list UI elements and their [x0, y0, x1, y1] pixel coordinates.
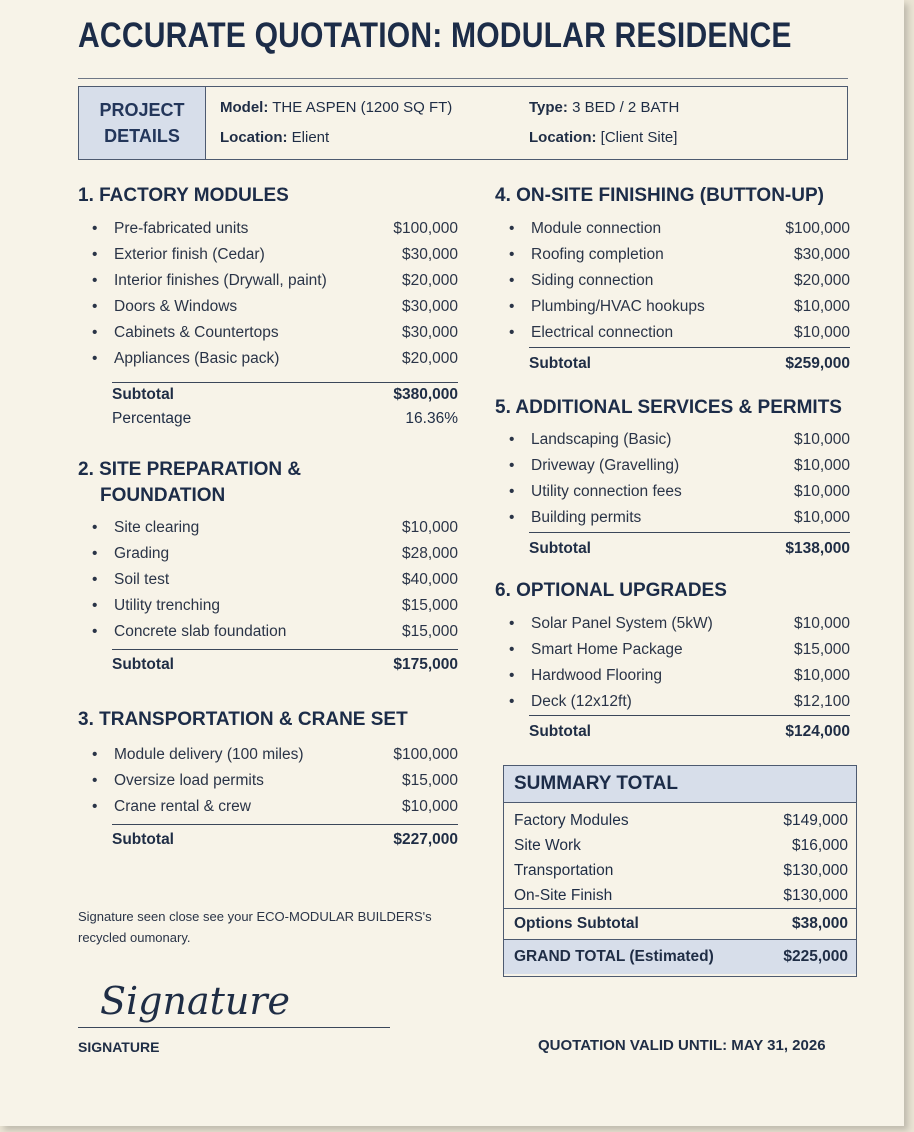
title-divider: [78, 78, 848, 79]
svg-text:Signature: Signature: [100, 979, 291, 1023]
summary-row: [504, 858, 856, 883]
section-additional-items: [509, 427, 850, 531]
project-location-right: Location: [Client Site]: [529, 129, 678, 146]
line-item: [92, 268, 458, 294]
section-site-items: [92, 515, 458, 645]
line-item-value: $15,000: [793, 641, 850, 658]
line-item: [509, 453, 850, 479]
line-item: [92, 794, 458, 820]
signature-line: [78, 1027, 390, 1028]
line-item-value: $10,000: [793, 483, 850, 500]
summary-table: [503, 765, 857, 977]
section-site-subtotal: Subtotal $175,000: [112, 649, 458, 680]
project-model: Model: THE ASPEN (1200 SQ FT): [220, 99, 453, 116]
line-item: [509, 479, 850, 505]
bullet-icon: •: [92, 772, 98, 789]
line-item: [92, 541, 458, 567]
line-item-label: Site clearing: [114, 519, 200, 536]
bullet-icon: •: [92, 746, 98, 763]
line-item-label: Plumbing/HVAC hookups: [531, 298, 705, 315]
line-item-label: Doors & Windows: [114, 298, 238, 315]
bullet-icon: •: [509, 667, 515, 684]
line-item: [92, 515, 458, 541]
line-item-value: $30,000: [793, 246, 850, 263]
line-item-label: Utility trenching: [114, 597, 220, 614]
bullet-icon: •: [509, 509, 515, 526]
bullet-icon: •: [509, 483, 515, 500]
summary-row: [504, 833, 856, 858]
line-item: [92, 346, 458, 372]
line-item-label: Module connection: [531, 220, 662, 237]
line-item: [92, 619, 458, 645]
line-item-value: $12,100: [793, 693, 850, 710]
signature-caption: SIGNATURE: [78, 1039, 160, 1055]
quotation-valid-until: QUOTATION VALID UNTIL: MAY 31, 2026: [538, 1037, 826, 1054]
bullet-icon: •: [509, 324, 515, 341]
line-item-label: Interior finishes (Drywall, paint): [114, 272, 327, 289]
section-transport-title: 3. TRANSPORTATION & CRANE SET: [78, 709, 408, 730]
line-item-value: $20,000: [401, 350, 458, 367]
line-item-label: Cabinets & Countertops: [114, 324, 279, 341]
bullet-icon: •: [92, 324, 98, 341]
line-item-value: $10,000: [793, 615, 850, 632]
line-item-label: Siding connection: [531, 272, 654, 289]
project-details-box: [78, 86, 848, 160]
line-item-label: Grading: [114, 545, 170, 562]
line-item-value: $100,000: [785, 220, 850, 237]
line-item-label: Landscaping (Basic): [531, 431, 672, 448]
summary-options-row: Options Subtotal $38,000: [504, 908, 856, 939]
summary-row-value: $149,000: [783, 812, 848, 829]
line-item-value: $10,000: [401, 519, 458, 536]
line-item-label: Exterior finish (Cedar): [114, 246, 265, 263]
bullet-icon: •: [92, 798, 98, 815]
summary-row-label: Site Work: [514, 837, 581, 854]
bullet-icon: •: [509, 641, 515, 658]
line-item-label: Electrical connection: [531, 324, 674, 341]
line-item: [92, 567, 458, 593]
section-optional-title: 6. OPTIONAL UPGRADES: [495, 580, 727, 601]
bullet-icon: •: [92, 519, 98, 536]
section-factory-items: [92, 216, 458, 372]
bullet-icon: •: [92, 272, 98, 289]
bullet-icon: •: [92, 246, 98, 263]
section-site-title: 2. SITE PREPARATION & FOUNDATION: [78, 459, 302, 506]
line-item-value: $28,000: [401, 545, 458, 562]
section-factory-title: 1. FACTORY MODULES: [78, 185, 289, 206]
bullet-icon: •: [92, 545, 98, 562]
line-item-label: Concrete slab foundation: [114, 623, 287, 640]
section-additional-subtotal: Subtotal $138,000: [529, 532, 850, 565]
line-item: [509, 637, 850, 663]
line-item: [509, 427, 850, 453]
bullet-icon: •: [509, 693, 515, 710]
line-item: [509, 216, 850, 242]
line-item: [92, 593, 458, 619]
line-item-label: Soil test: [114, 571, 170, 588]
line-item: [509, 611, 850, 637]
line-item-value: $15,000: [401, 623, 458, 640]
line-item-label: Driveway (Gravelling): [531, 457, 680, 474]
line-item: [92, 768, 458, 794]
summary-row-value: $16,000: [791, 837, 848, 854]
line-item-label: Crane rental & crew: [114, 798, 251, 815]
bullet-icon: •: [509, 220, 515, 237]
bullet-icon: •: [509, 246, 515, 263]
line-item: [509, 294, 850, 320]
line-item-value: $10,000: [401, 798, 458, 815]
summary-row-value: $130,000: [783, 887, 848, 904]
line-item-value: $15,000: [401, 597, 458, 614]
line-item-value: $10,000: [793, 509, 850, 526]
summary-rows: [504, 803, 856, 908]
line-item-label: Module delivery (100 miles): [114, 746, 304, 763]
bullet-icon: •: [92, 597, 98, 614]
line-item: [92, 216, 458, 242]
line-item-label: Smart Home Package: [531, 641, 683, 658]
line-item-value: $20,000: [793, 272, 850, 289]
bullet-icon: •: [509, 615, 515, 632]
bullet-icon: •: [92, 350, 98, 367]
summary-row-label: On-Site Finish: [514, 887, 613, 904]
line-item-value: $30,000: [401, 324, 458, 341]
handwritten-signature: [96, 968, 296, 1030]
line-item-value: $20,000: [401, 272, 458, 289]
summary-grand-total-row: GRAND TOTAL (Estimated) $225,000: [504, 939, 856, 974]
section-transport-subtotal: Subtotal $227,000: [112, 824, 458, 855]
line-item: [92, 242, 458, 268]
line-item-value: $100,000: [393, 220, 458, 237]
bullet-icon: •: [92, 220, 98, 237]
section-optional-subtotal: Subtotal $124,000: [529, 715, 850, 748]
line-item-value: $10,000: [793, 431, 850, 448]
project-type: Type: 3 BED / 2 BATH: [529, 99, 680, 116]
line-item-value: $10,000: [793, 298, 850, 315]
line-item: [92, 742, 458, 768]
line-item-value: $40,000: [401, 571, 458, 588]
bullet-icon: •: [509, 431, 515, 448]
line-item-label: Building permits: [531, 509, 642, 526]
bullet-icon: •: [92, 571, 98, 588]
page-title: ACCURATE QUOTATION: MODULAR RESIDENCE: [78, 16, 792, 55]
line-item: [509, 268, 850, 294]
line-item: [92, 294, 458, 320]
line-item-value: $30,000: [401, 298, 458, 315]
line-item: [509, 242, 850, 268]
line-item-label: Roofing completion: [531, 246, 664, 263]
line-item-value: $10,000: [793, 457, 850, 474]
section-transport-items: [92, 742, 458, 820]
line-item-value: $100,000: [393, 746, 458, 763]
line-item-label: Appliances (Basic pack): [114, 350, 280, 367]
summary-row-label: Factory Modules: [514, 812, 629, 829]
summary-row-label: Transportation: [514, 862, 614, 879]
section-additional-title: 5. ADDITIONAL SERVICES & PERMITS: [495, 397, 842, 418]
project-location-left: Location: Elient: [220, 129, 330, 146]
summary-row: [504, 808, 856, 833]
line-item-value: $10,000: [793, 324, 850, 341]
line-item: [509, 689, 850, 715]
bullet-icon: •: [92, 298, 98, 315]
line-item-label: Utility connection fees: [531, 483, 682, 500]
section-onsite-title: 4. ON-SITE FINISHING (BUTTON-UP): [495, 185, 824, 206]
line-item-label: Oversize load permits: [114, 772, 264, 789]
bullet-icon: •: [509, 272, 515, 289]
line-item: [92, 320, 458, 346]
bullet-icon: •: [509, 298, 515, 315]
line-item-label: Deck (12x12ft): [531, 693, 632, 710]
summary-row-value: $130,000: [783, 862, 848, 879]
line-item: [509, 505, 850, 531]
summary-title: SUMMARY TOTAL: [504, 766, 856, 803]
signature-note: Signature seen close see your ECO-MODULAR BUILDERS's recycled oumonary.: [78, 909, 432, 945]
line-item-label: Pre-fabricated units: [114, 220, 249, 237]
line-item: [509, 663, 850, 689]
summary-row: [504, 883, 856, 908]
line-item-value: $30,000: [401, 246, 458, 263]
section-factory-subtotal: Subtotal $380,000 Percentage 16.36%: [112, 382, 458, 431]
bullet-icon: •: [92, 623, 98, 640]
line-item: [509, 320, 850, 346]
line-item-label: Hardwood Flooring: [531, 667, 662, 684]
project-details-label: PROJECT DETAILS: [79, 87, 206, 159]
line-item-label: Solar Panel System (5kW): [531, 615, 713, 632]
bullet-icon: •: [509, 457, 515, 474]
line-item-value: $10,000: [793, 667, 850, 684]
section-optional-items: [509, 611, 850, 715]
section-onsite-items: [509, 216, 850, 346]
section-onsite-subtotal: Subtotal $259,000: [529, 347, 850, 380]
line-item-value: $15,000: [401, 772, 458, 789]
